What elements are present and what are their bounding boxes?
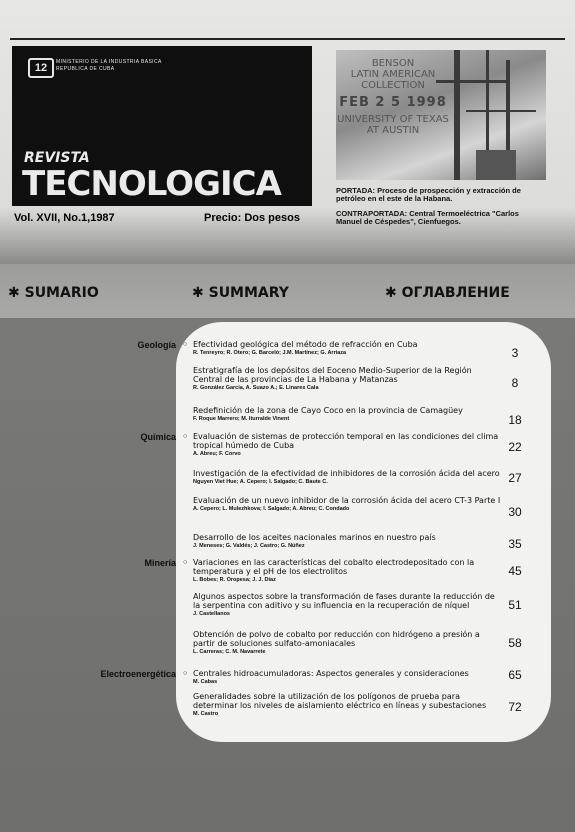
bullet-icon: ○	[183, 670, 188, 677]
page-number: 35	[508, 537, 522, 551]
page-number: 18	[508, 413, 522, 427]
list-item: Redefinición de la zona de Cayo Coco en la provincia de Camagüey F. Roque Marrero; M. Iturralde Vinent	[193, 406, 463, 422]
library-stamp: BENSON LATIN AMERICAN COLLECTION FEB 2 5 1998 UNIVERSITY OF TEXAS AT AUSTIN	[337, 58, 449, 136]
journal-title: TECNOLOGICA	[22, 164, 281, 204]
volume-label: Vol. XVII, No.1,1987	[14, 212, 115, 224]
page-number: 65	[508, 668, 522, 682]
list-item: Obtención de polvo de cobalto por reducción con hidrógeno a presión a partir de soluciones sulfato-amoniacales L. Carreras; C. M. Navarrete	[193, 630, 480, 655]
ministry-logo: 12	[28, 58, 54, 78]
list-item: Algunos aspectos sobre la transformación de fases durante la reducción de la serpentina con aditivo y su influencia en la recuperación de níquel J. Castellanos	[193, 592, 495, 617]
list-item: Investigación de la efectividad de inhibidores de la corrosión ácida del acero Nguyen Viet Hue; A. Cepero; I. Salgado; C. Baute C.	[193, 469, 500, 485]
masthead	[12, 46, 312, 206]
bullet-icon: ○	[183, 559, 188, 566]
cover-caption: PORTADA: Proceso de prospección y extracción de petróleo en el este de la Habana.	[336, 186, 521, 203]
list-item: Evaluación de sistemas de protección temporal en las condiciones del clima tropical húmedo de Cuba A. Abreu; F. Corvo	[193, 432, 499, 457]
ministry-label: MINISTERIO DE LA INDUSTRIA BASICA REPUBLICA DE CUBA	[56, 59, 162, 72]
heading-sumario: ✱ SUMARIO	[8, 285, 99, 301]
heading-russian: ✱ ОГЛАВЛЕНИЕ	[385, 285, 510, 301]
top-rule	[10, 38, 565, 40]
list-item: Variaciones en las características del cobalto electrodepositado con la temperatura y el pH de los electrolitos L. Bobes; R. Oropesa; J. J. Díaz	[193, 558, 475, 583]
category-quimica: Química	[140, 432, 176, 442]
back-cover-caption: CONTRAPORTADA: Central Termoeléctrica "Carlos Manuel de Céspedes", Cienfuegos.	[336, 209, 519, 226]
category-geologia: Geología	[137, 340, 176, 350]
page-number: 30	[508, 505, 522, 519]
revista-label: REVISTA	[24, 150, 90, 166]
page-number: 22	[508, 440, 522, 454]
page-number: 45	[508, 564, 522, 578]
list-item: Evaluación de un nuevo inhibidor de la corrosión ácida del acero CT-3 Parte I A. Cepero; L. Mulezhkova; I. Salgado; A. Abreu; C. Condado	[193, 496, 501, 512]
list-item: Centrales hidroacumuladoras: Aspectos generales y consideraciones M. Cabas	[193, 669, 469, 685]
page-number: 51	[508, 598, 522, 612]
section-headings	[0, 285, 575, 307]
bullet-icon: ○	[183, 433, 188, 440]
page-number: 3	[511, 346, 519, 360]
price-label: Precio: Dos pesos	[204, 212, 300, 224]
list-item: Efectividad geológica del método de refracción en Cuba R. Tenreyro; R. Otero; G. Barceló; J.M. Martínez; G. Arriaza	[193, 340, 418, 356]
page-number: 58	[508, 636, 522, 650]
category-mineria: Minería	[144, 558, 176, 568]
list-item: Generalidades sobre la utilización de los polígonos de prueba para determinar los niveles de aislamiento eléctrico en líneas y subestaciones M. Castro	[193, 692, 487, 717]
heading-summary: ✱ SUMMARY	[192, 285, 289, 301]
category-electroenergetica: Electroenergética	[100, 669, 176, 679]
list-item: Estratigrafía de los depósitos del Eoceno Medio-Superior de la Región Central de las provincias de La Habana y Matanzas R. González García, A. Suazo A.; E. Linares Cala	[193, 366, 472, 391]
page-number: 72	[508, 700, 522, 714]
bullet-icon: ○	[183, 341, 188, 348]
page-number: 8	[511, 376, 519, 390]
list-item: Desarrollo de los aceites nacionales marinos en nuestro país J. Meneses; G. Valdés; J. Castro; G. Núñez	[193, 533, 436, 549]
page-number: 27	[508, 471, 522, 485]
